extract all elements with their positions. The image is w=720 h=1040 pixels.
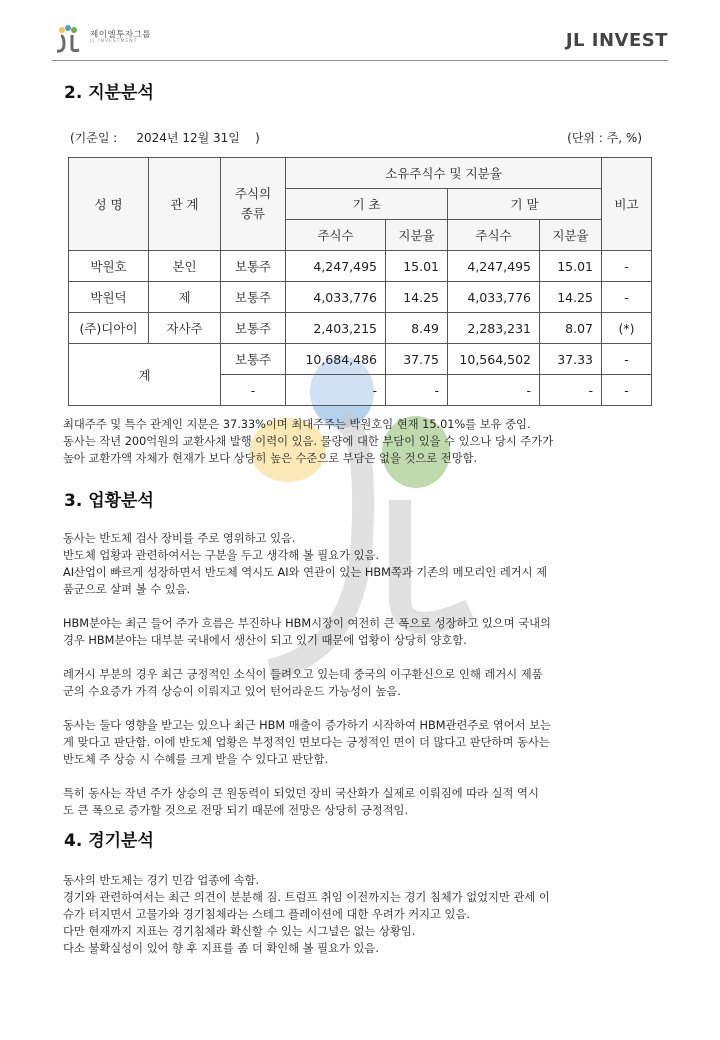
cell-begin-ratio: 14.25 <box>386 282 448 313</box>
text-line: 경우 HBM분야는 대부분 국내에서 생산이 되고 있기 때문에 업황이 상당히 양호함. <box>63 634 467 647</box>
text-line: 군의 수요증가 가격 상승이 이뤄지고 있어 턴어라운드 가능성이 높음. <box>63 685 401 698</box>
header-begin: 기 초 <box>286 189 448 220</box>
cell-note: - <box>602 251 652 282</box>
cell-begin-shares: 10,684,486 <box>286 344 386 375</box>
cell-end-ratio: 8.07 <box>540 313 602 344</box>
text-line: 높아 교환가액 자체가 현재가 보다 상당히 높은 수준으로 부담은 없을 것으로 전망함. <box>63 452 478 465</box>
header-stock-type: 주식의 종류 <box>221 158 286 251</box>
cell-name: 박원덕 <box>69 282 149 313</box>
text-line: 경기와 관련하여서는 최근 의견이 분분해 짐. 트럼프 취임 이전까지는 경기 침체가 없었지만 관세 이 <box>63 891 550 904</box>
section-title-economy: 4. 경기분석 <box>64 831 154 851</box>
cell-name: (주)디아이 <box>69 313 149 344</box>
text-line: 품군으로 살펴 볼 수 있음. <box>63 583 191 596</box>
cell-begin-ratio: 37.75 <box>386 344 448 375</box>
cell-name: 박원호 <box>69 251 149 282</box>
economy-paragraph <box>63 872 663 957</box>
cell-end-shares: 2,283,231 <box>448 313 540 344</box>
cell-end-ratio: 15.01 <box>540 251 602 282</box>
cell-relation: 자사주 <box>149 313 221 344</box>
section-title-industry: 3. 업황분석 <box>64 491 154 511</box>
cell-type: - <box>221 375 286 406</box>
text-line: 다만 현재까지 지표는 경기침체라 확신할 수 있는 시그널은 없는 상황임. <box>63 925 416 938</box>
logo-text: 제이엘투자그룹 <box>90 30 151 40</box>
header-note: 비고 <box>602 158 652 251</box>
header-end: 기 말 <box>448 189 602 220</box>
cell-begin-shares: 4,033,776 <box>286 282 386 313</box>
shareholding-table <box>68 157 652 406</box>
industry-paragraphs <box>63 530 663 819</box>
table-row <box>69 282 652 313</box>
cell-begin-shares: 4,247,495 <box>286 251 386 282</box>
header-end-shares: 주식수 <box>448 220 540 251</box>
table-row <box>69 251 652 282</box>
table-total-row <box>69 344 652 375</box>
text-line: 최대주주 및 특수 관계인 지분은 37.33%이며 최대주주는 박원호임 현재 15.01%를 보유 중임. <box>63 418 531 431</box>
cell-end-ratio: 14.25 <box>540 282 602 313</box>
text-line: 슈가 터지면서 고물가와 경기침체라는 스테그 플레이션에 대한 우려가 커지고 있음. <box>63 908 470 921</box>
logo-subtext: JL INVESTMENT <box>90 39 138 44</box>
cell-end-ratio: - <box>540 375 602 406</box>
cell-note: - <box>602 344 652 375</box>
cell-begin-shares: 2,403,215 <box>286 313 386 344</box>
text-line: HBM분야는 최근 들어 주가 흐름은 부진하나 HBM시장이 여전히 큰 폭으로 성장하고 있으며 국내의 <box>63 617 551 630</box>
cell-relation: 제 <box>149 282 221 313</box>
cell-note: (*) <box>602 313 652 344</box>
equity-paragraph <box>63 416 663 467</box>
cell-note: - <box>602 375 652 406</box>
cell-begin-ratio: - <box>386 375 448 406</box>
text-line: 레거시 부분의 경우 최근 긍정적인 소식이 들려오고 있는데 중국의 이구환신으로 인해 레거시 제품 <box>63 668 543 681</box>
cell-begin-ratio: 15.01 <box>386 251 448 282</box>
text-line: 동사는 둘다 영향을 받고는 있으나 최근 HBM 매출이 증가하기 시작하여 HBM관련주로 엮어서 보는 <box>63 719 551 732</box>
text-line: 다소 불확실성이 있어 향 후 지표를 좀 더 확인해 볼 필요가 있음. <box>63 942 379 955</box>
cell-end-ratio: 37.33 <box>540 344 602 375</box>
header-holdings: 소유주식수 및 지분율 <box>286 158 602 189</box>
brand-name: JL INVEST <box>565 30 668 51</box>
header-divider <box>52 60 668 61</box>
cell-end-shares: 4,033,776 <box>448 282 540 313</box>
text-line: 반도체 주 상승 시 수혜를 크게 받을 수 있다고 판단함. <box>63 753 329 766</box>
text-line: 도 큰 폭으로 증가할 것으로 전망 되기 때문에 전망은 상당히 긍정적임. <box>63 804 409 817</box>
cell-end-shares: - <box>448 375 540 406</box>
cell-total-label: 계 <box>69 344 221 406</box>
cell-type: 보통주 <box>221 313 286 344</box>
text-line: 반도체 업황과 관련하여서는 구분을 두고 생각해 볼 필요가 있음. <box>63 549 380 562</box>
table-row <box>69 313 652 344</box>
cell-begin-shares: - <box>286 375 386 406</box>
text-line: 게 맞다고 판단함. 이에 반도체 업황은 부정적인 면보다는 긍정적인 면이 더 많다고 판단하며 동사는 <box>63 736 550 749</box>
header-relation: 관 계 <box>149 158 221 251</box>
section-title-equity: 2. 지분분석 <box>64 83 154 103</box>
text-line: 동사는 작년 200억원의 교환사채 발행 이력이 있음. 물량에 대한 부담이 있을 수 있으나 당시 주가가 <box>63 435 554 448</box>
base-date: (기준일 : 2024년 12월 31일 ) <box>70 131 260 145</box>
text-line: 동사는 반도체 검사 장비를 주로 영위하고 있음. <box>63 532 296 545</box>
cell-end-shares: 10,564,502 <box>448 344 540 375</box>
cell-type: 보통주 <box>221 282 286 313</box>
cell-begin-ratio: 8.49 <box>386 313 448 344</box>
cell-type: 보통주 <box>221 251 286 282</box>
text-line: 특히 동사는 작년 주가 상승의 큰 원동력이 되었던 장비 국산화가 실제로 이뤄짐에 따라 실적 역시 <box>63 787 539 800</box>
cell-note: - <box>602 282 652 313</box>
header-begin-ratio: 지분율 <box>386 220 448 251</box>
header-end-ratio: 지분율 <box>540 220 602 251</box>
cell-type: 보통주 <box>221 344 286 375</box>
header-begin-shares: 주식수 <box>286 220 386 251</box>
header-name: 성 명 <box>69 158 149 251</box>
text-line: 동사의 반도체는 경기 민감 업종에 속함. <box>63 874 260 887</box>
page-header <box>0 0 720 60</box>
text-line: AI산업이 빠르게 성장하면서 반도체 역시도 AI와 연관이 있는 HBM쪽과 기존의 메모리인 레거시 제 <box>63 566 548 579</box>
cell-relation: 본인 <box>149 251 221 282</box>
cell-end-shares: 4,247,495 <box>448 251 540 282</box>
unit-label: (단위 : 주, %) <box>567 131 642 145</box>
